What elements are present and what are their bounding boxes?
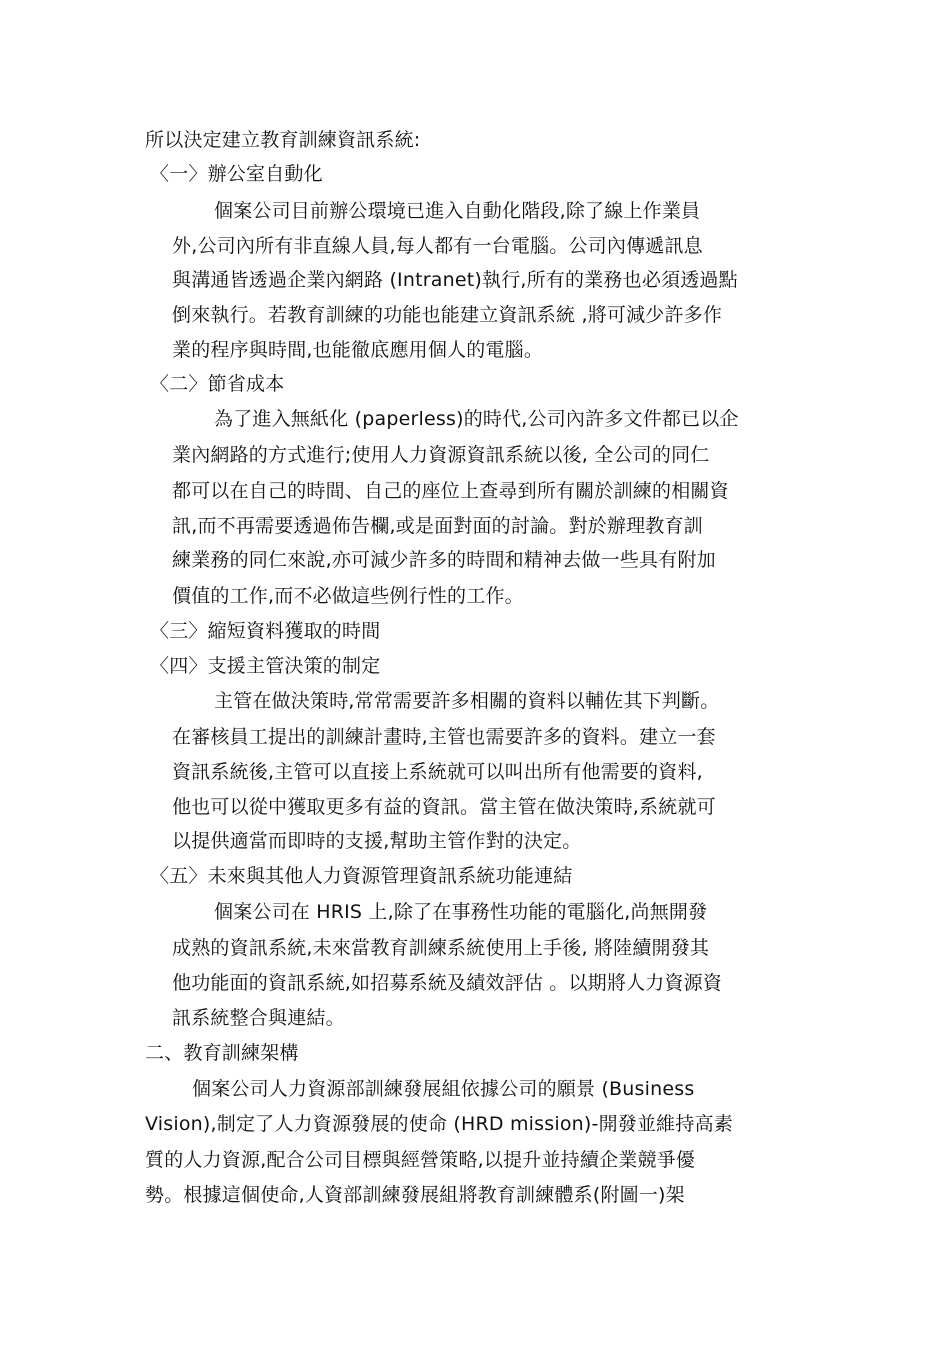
- text-line: 個案公司在 HRIS 上,除了在事務性功能的電腦化,尚無開發: [214, 901, 708, 923]
- text-line: 他功能面的資訊系統,如招募系統及績效評估 。以期將人力資源資: [172, 972, 723, 994]
- section-heading: 〈五〉未來與其他人力資源管理資訊系統功能連結: [150, 865, 573, 887]
- text-line: 都可以在自己的時間、自己的座位上查尋到所有關於訓練的相關資: [172, 480, 729, 502]
- section-heading: 〈二〉節省成本: [150, 373, 285, 395]
- text-line: 與溝通皆透過企業內網路 (Intranet)執行,所有的業務也必須透過點: [172, 269, 738, 291]
- text-line: 成熟的資訊系統,未來當教育訓練系統使用上手後, 將陸續開發其: [172, 937, 710, 959]
- text-line: 練業務的同仁來說,亦可減少許多的時間和精神去做一些具有附加: [172, 549, 716, 571]
- text-line: 為了進入無紙化 (paperless)的時代,公司內許多文件都已以企: [214, 408, 739, 430]
- text-line: 業的程序與時間,也能徹底應用個人的電腦。: [172, 339, 544, 361]
- section-heading: 二、教育訓練架構: [145, 1042, 299, 1064]
- text-line: Vision),制定了人力資源發展的使命 (HRD mission)-開發並維持高素: [145, 1113, 733, 1135]
- text-line: 主管在做決策時,常常需要許多相關的資料以輔佐其下判斷。: [214, 690, 720, 712]
- section-heading: 〈三〉縮短資料獲取的時間: [150, 620, 381, 642]
- text-line: 在審核員工提出的訓練計畫時,主管也需要許多的資料。建立一套: [172, 726, 716, 748]
- text-line: 質的人力資源,配合公司目標與經營策略,以提升並持續企業競爭優: [145, 1149, 696, 1171]
- text-line: 個案公司人力資源部訓練發展組依據公司的願景 (Business: [192, 1078, 695, 1100]
- section-heading: 〈一〉辦公室自動化: [150, 163, 323, 185]
- text-line: 倒來執行。若教育訓練的功能也能建立資訊系統 ,將可減少許多作: [172, 304, 723, 326]
- text-line: 勢。根據這個使命,人資部訓練發展組將教育訓練體系(附圖一)架: [145, 1184, 685, 1206]
- text-line: 他也可以從中獲取更多有益的資訊。當主管在做決策時,系統就可: [172, 796, 716, 818]
- text-line: 外,公司內所有非直線人員,每人都有一台電腦。公司內傳遞訊息: [172, 235, 703, 257]
- text-line: 訊系統整合與連結。: [172, 1007, 345, 1029]
- text-line: 訊,而不再需要透過佈告欄,或是面對面的討論。對於辦理教育訓: [172, 515, 703, 537]
- text-line: 價值的工作,而不必做這些例行性的工作。: [172, 585, 524, 607]
- text-line: 所以決定建立教育訓練資訊系統:: [145, 129, 421, 151]
- text-line: 資訊系統後,主管可以直接上系統就可以叫出所有他需要的資料,: [172, 761, 703, 783]
- text-line: 業內網路的方式進行;使用人力資源資訊系統以後, 全公司的同仁: [172, 444, 710, 466]
- section-heading: 〈四〉支援主管決策的制定: [150, 655, 381, 677]
- text-line: 以提供適當而即時的支援,幫助主管作對的決定。: [172, 830, 582, 852]
- text-line: 個案公司目前辦公環境已進入自動化階段,除了線上作業員: [214, 200, 701, 222]
